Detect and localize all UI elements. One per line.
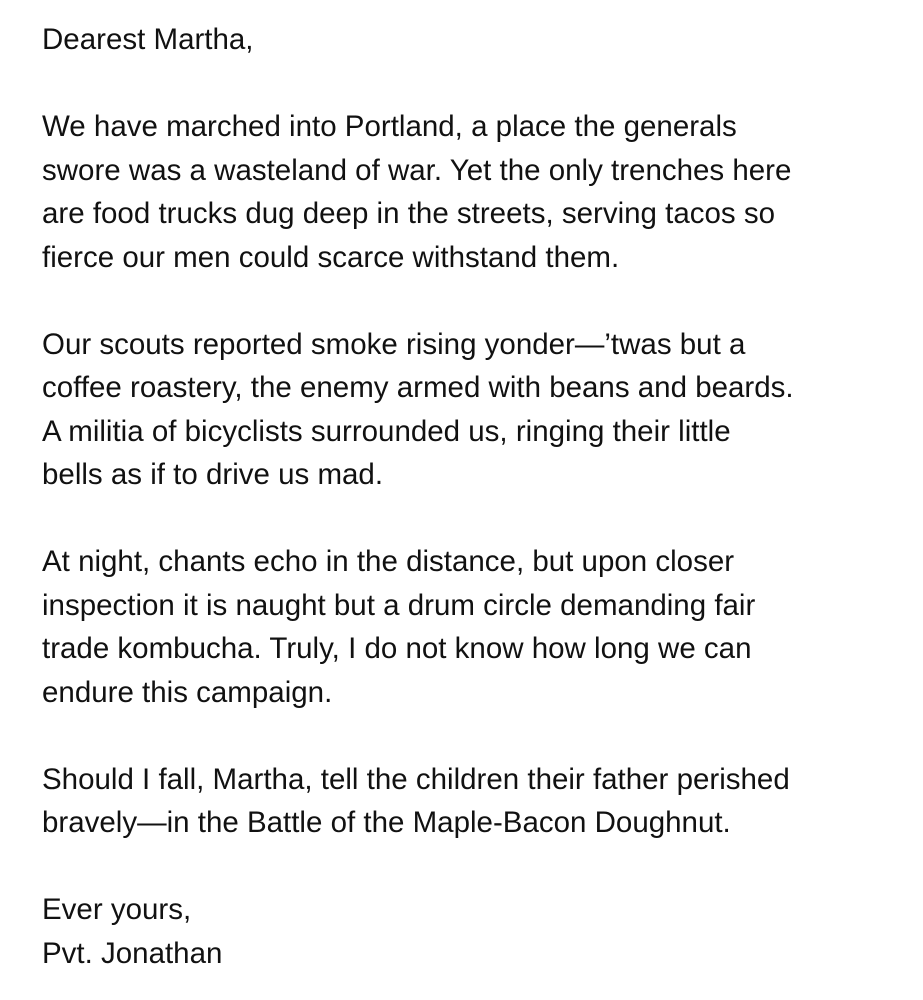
paragraph-3 (42, 540, 912, 714)
paragraph-line: Our scouts reported smoke rising yonder—’twas but a (42, 327, 746, 361)
signature: Pvt. Jonathan (42, 936, 223, 970)
paragraph-gap (42, 62, 912, 106)
paragraph-gap (42, 845, 912, 889)
salutation: Dearest Martha, (42, 23, 254, 56)
paragraph-line: endure this campaign. (42, 675, 333, 709)
paragraph-gap (42, 279, 912, 323)
paragraph-line: are food trucks dug deep in the streets, serving tacos so (42, 197, 775, 230)
paragraph-line: swore was a wasteland of war. Yet the only trenches here (42, 153, 792, 187)
paragraph-line: bells as if to drive us mad. (42, 458, 384, 491)
paragraph-line: trade kombucha. Truly, I do not know how long we can (42, 632, 752, 665)
paragraph-line: fierce our men could scarce withstand them. (42, 240, 620, 274)
letter-body (42, 18, 912, 975)
paragraph-line: bravely—in the Battle of the Maple-Bacon Doughnut. (42, 806, 731, 839)
paragraph-gap (42, 497, 912, 541)
paragraph-4 (42, 758, 912, 845)
paragraph-line: coffee roastery, the enemy armed with beans and beards. (42, 371, 794, 404)
closing: Ever yours, (42, 893, 192, 926)
paragraph-1 (42, 105, 912, 279)
paragraph-2 (42, 323, 912, 497)
paragraph-gap (42, 714, 912, 758)
paragraph-line: We have marched into Portland, a place the generals (42, 110, 737, 143)
paragraph-line: A militia of bicyclists surrounded us, ringing their little (42, 414, 731, 448)
paragraph-line: Should I fall, Martha, tell the children their father perished (42, 762, 790, 796)
paragraph-line: inspection it is naught but a drum circle demanding fair (42, 588, 756, 622)
paragraph-line: At night, chants echo in the distance, but upon closer (42, 545, 735, 578)
